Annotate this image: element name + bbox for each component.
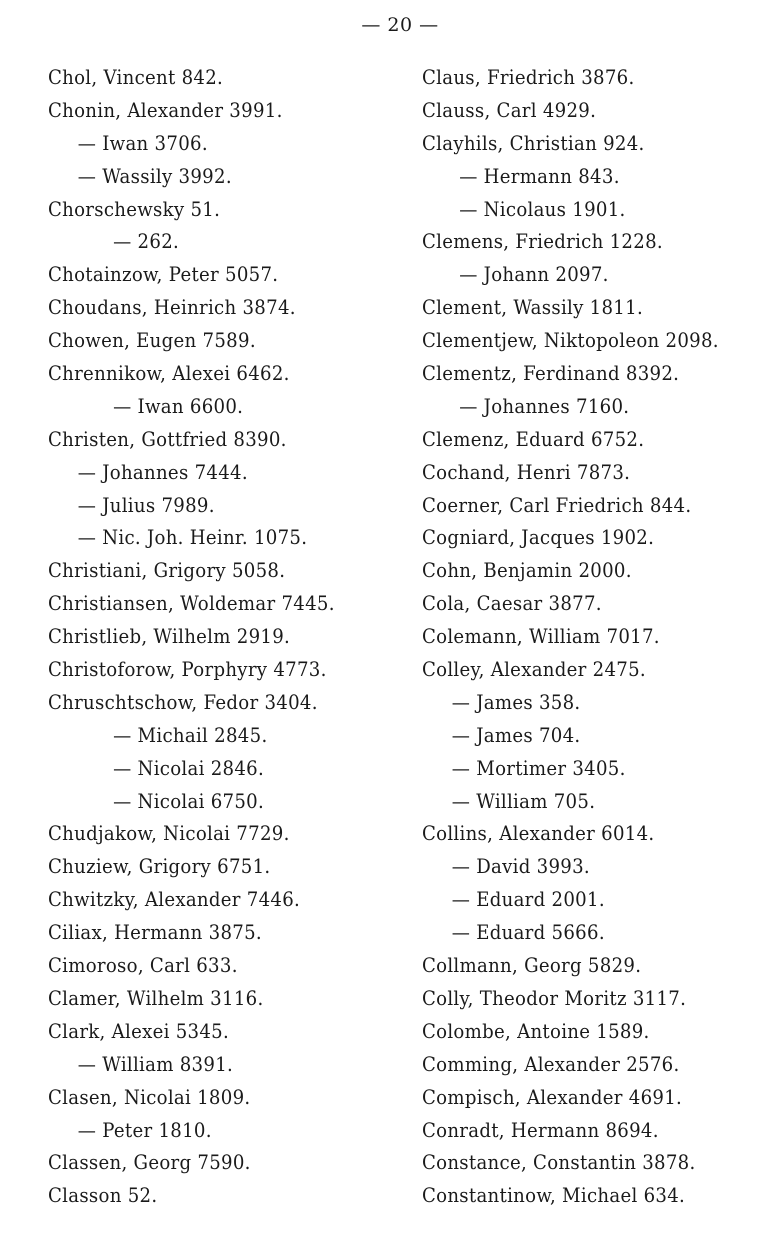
right-column [422,62,762,1213]
index-entry: Clement, Wassily 1811. [422,296,643,320]
index-entry: — Hermann 843. [459,164,620,188]
index-entry: Clemenz, Eduard 6752. [422,427,645,451]
index-entry: Classen, Georg 7590. [48,1151,251,1175]
index-entry: — Mortimer 3405. [451,756,626,780]
index-entry: Chruschtschow, Fedor 3404. [48,690,318,714]
index-entry: — Iwan 6600. [113,394,244,418]
index-entry: Collins, Alexander 6014. [422,822,655,846]
index-entry: Christen, Gottfried 8390. [48,427,287,451]
index-entry: — 262. [113,230,180,254]
index-entry: Cola, Caesar 3877. [422,592,602,616]
index-entry: Collmann, Georg 5829. [422,954,642,978]
index-entry: — Eduard 2001. [451,888,605,912]
index-entry: Conradt, Hermann 8694. [422,1118,659,1142]
index-entry: Christlieb, Wilhelm 2919. [48,625,291,649]
index-entry: — William 8391. [77,1052,234,1076]
index-entry: — Nicolai 6750. [113,789,265,813]
index-entry: — William 705. [451,789,596,813]
index-entry: — Nic. Joh. Heinr. 1075. [77,526,308,550]
index-entry: — James 704. [451,723,581,747]
index-entry: — James 358. [451,690,581,714]
index-entry: Clementjew, Niktopoleon 2098. [422,329,719,353]
index-entry: Colombe, Antoine 1589. [422,1019,650,1043]
index-entry: Colly, Theodor Moritz 3117. [422,986,687,1010]
index-entry: Christiansen, Woldemar 7445. [48,592,335,616]
index-entry: — Johann 2097. [459,263,609,287]
index-entry: Chonin, Alexander 3991. [48,98,283,122]
index-entry: Comming, Alexander 2576. [422,1052,680,1076]
index-entry: Clasen, Nicolai 1809. [48,1085,251,1109]
index-entry: Clauss, Carl 4929. [422,98,597,122]
index-entry: Constance, Constantin 3878. [422,1151,696,1175]
index-entry: — David 3993. [451,855,590,879]
index-entry: — Nicolaus 1901. [459,197,626,221]
index-entry: — Wassily 3992. [77,164,232,188]
index-entry: Chrennikow, Alexei 6462. [48,362,290,386]
index-entry: — Julius 7989. [77,493,215,517]
index-entry: — Michail 2845. [113,723,268,747]
index-entry: Chuziew, Grigory 6751. [48,855,271,879]
index-entry: Compisch, Alexander 4691. [422,1085,683,1109]
index-entry: Colemann, William 7017. [422,625,660,649]
index-entry: Cogniard, Jacques 1902. [422,526,655,550]
index-entry: Chudjakow, Nicolai 7729. [48,822,290,846]
index-entry: Classon 52. [48,1184,158,1208]
page-number: — 20 — [361,14,439,36]
index-entry: Claus, Friedrich 3876. [422,66,635,89]
index-entry: Clayhils, Christian 924. [422,131,645,155]
index-entry: Clark, Alexei 5345. [48,1019,230,1043]
index-entry: Chotainzow, Peter 5057. [48,263,279,287]
index-entry: — Johannes 7444. [77,460,248,484]
left-column [48,62,408,1213]
index-entry: Chowen, Eugen 7589. [48,329,256,353]
index-entry: Ciliax, Hermann 3875. [48,921,262,945]
index-entry: Cohn, Benjamin 2000. [422,559,632,583]
index-entry: Colley, Alexander 2475. [422,658,646,682]
index-entry: Christoforow, Porphyry 4773. [48,658,327,682]
index-entry: Chorschewsky 51. [48,197,221,221]
index-entry: Clemens, Friedrich 1228. [422,230,663,254]
index-entry: Chwitzky, Alexander 7446. [48,888,301,912]
index-entry: Chol, Vincent 842. [48,66,224,89]
index-entry: Coerner, Carl Friedrich 844. [422,493,692,517]
index-entry: Clamer, Wilhelm 3116. [48,986,264,1010]
index-entry: Christiani, Grigory 5058. [48,559,286,583]
index-entry: Clementz, Ferdinand 8392. [422,362,680,386]
index-entry: — Peter 1810. [77,1118,212,1142]
index-entry: Cochand, Henri 7873. [422,460,631,484]
index-entry: Cimoroso, Carl 633. [48,954,238,978]
index-entry: Constantinow, Michael 634. [422,1184,686,1208]
index-entry: — Johannes 7160. [459,394,630,418]
index-entry: — Eduard 5666. [451,921,605,945]
index-entry: — Iwan 3706. [77,131,208,155]
index-entry: — Nicolai 2846. [113,756,265,780]
index-entry: Choudans, Heinrich 3874. [48,296,296,320]
